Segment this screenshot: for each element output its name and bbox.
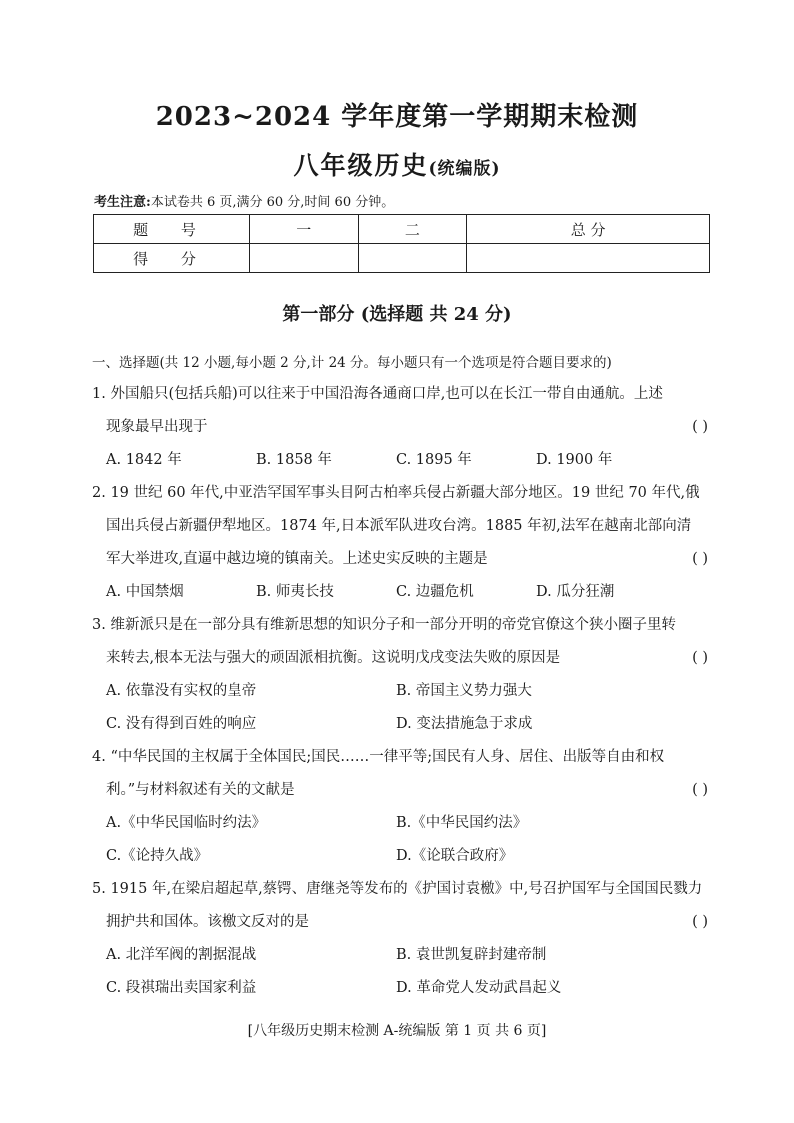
question-text: 军大举进攻,直逼中越边境的镇南关。上述史实反映的主题是 [106,551,488,567]
options-row [92,972,712,1005]
score-cell: 二 [358,215,467,244]
answer-bracket: ( ) [692,650,708,666]
option-d: D.《论联合政府》 [396,848,514,864]
score-table-header-row [94,215,710,244]
options-row [92,840,712,873]
edition-label: (统编版) [428,159,501,179]
question-4 [92,741,712,873]
question-1 [92,378,712,477]
score-input-cell [250,244,359,273]
score-cell: 得 分 [94,244,250,273]
score-input-cell [358,244,467,273]
question-line: 国出兵侵占新疆伊犁地区。1874 年,日本派军队进攻台湾。1885 年初,法军在越南北部向清 [106,518,692,534]
score-cell: 总 分 [467,215,710,244]
option-c: C. 没有得到百姓的响应 [106,716,257,732]
exam-subtitle [0,146,794,182]
question-line [92,642,712,675]
question-line: 4. “中华民国的主权属于全体国民;国民……一律平等;国民有人身、居住、出版等自由和权 [92,749,665,765]
question-line [92,906,712,939]
answer-bracket: ( ) [692,419,708,435]
question-text: 来转去,根本无法与强大的顽固派相抗衡。这说明戊戌变法失败的原因是 [106,650,561,666]
option-b: B. 袁世凯复辟封建帝制 [396,947,547,963]
question-line: 3. 维新派只是在一部分具有维新思想的知识分子和一部分开明的帝党官僚这个狭小圈子里转 [92,617,676,633]
score-table [93,214,710,273]
option-a: A. 中国禁烟 [106,584,184,600]
option-c: C. 1895 年 [396,452,472,468]
score-table-score-row [94,244,710,273]
option-b: B.《中华民国约法》 [396,815,528,831]
question-text: 现象最早出现于 [106,419,208,435]
options-row [92,576,712,609]
score-cell: 题 号 [94,215,250,244]
option-b: B. 1858 年 [256,452,332,468]
notice-text: 本试卷共 6 页,满分 60 分,时间 60 分钟。 [150,195,395,210]
question-line [92,543,712,576]
question-5 [92,873,712,1005]
options-row [92,675,712,708]
answer-bracket: ( ) [692,782,708,798]
option-b: B. 帝国主义势力强大 [396,683,532,699]
option-d: D. 瓜分狂潮 [536,584,615,600]
option-a: A. 北洋军阀的割据混战 [106,947,257,963]
question-text: 利。”与材料叙述有关的文献是 [106,782,295,798]
page-footer: [八年级历史期末检测 A-统编版 第 1 页 共 6 页] [247,1023,547,1039]
question-line [92,774,712,807]
score-cell: 一 [250,215,359,244]
score-input-cell [467,244,710,273]
question-line: 2. 19 世纪 60 年代,中亚浩罕国军事头目阿古柏率兵侵占新疆大部分地区。19 世纪 70 年代,俄 [92,485,700,501]
option-a: A. 1842 年 [106,452,182,468]
answer-bracket: ( ) [692,914,708,930]
option-c: C. 边疆危机 [396,584,474,600]
notice-label: 考生注意: [94,195,151,210]
option-d: D. 1900 年 [536,452,613,468]
question-3 [92,609,712,741]
question-line: 5. 1915 年,在梁启超起草,蔡锷、唐继尧等发布的《护国讨袁檄》中,号召护国军与全国国民戮力 [92,881,703,897]
option-a: A. 依靠没有实权的皇帝 [106,683,257,699]
options-row [92,939,712,972]
exam-title: 2023~2024 学年度第一学期期末检测 [155,102,639,132]
subject-label: 八年级历史 [293,151,429,180]
option-b: B. 师夷长技 [256,584,334,600]
part1-intro: 一、选择题(共 12 小题,每小题 2 分,计 24 分。每小题只有一个选项是符合题目要求的) [92,355,612,371]
options-row [92,807,712,840]
part1-heading: 第一部分 (选择题 共 24 分) [282,304,512,325]
options-row [92,444,712,477]
option-c: C.《论持久战》 [106,848,209,864]
question-text: 拥护共和国体。该檄文反对的是 [106,914,309,930]
option-d: D. 变法措施急于求成 [396,716,533,732]
option-a: A.《中华民国临时约法》 [106,815,267,831]
question-2 [92,477,712,609]
candidate-notice [94,191,394,210]
option-c: C. 段祺瑞出卖国家利益 [106,980,257,996]
option-d: D. 革命党人发动武昌起义 [396,980,562,996]
options-row [92,708,712,741]
question-line: 1. 外国船只(包括兵船)可以往来于中国沿海各通商口岸,也可以在长江一带自由通航。上述 [92,386,663,402]
answer-bracket: ( ) [692,551,708,567]
question-line [92,411,712,444]
